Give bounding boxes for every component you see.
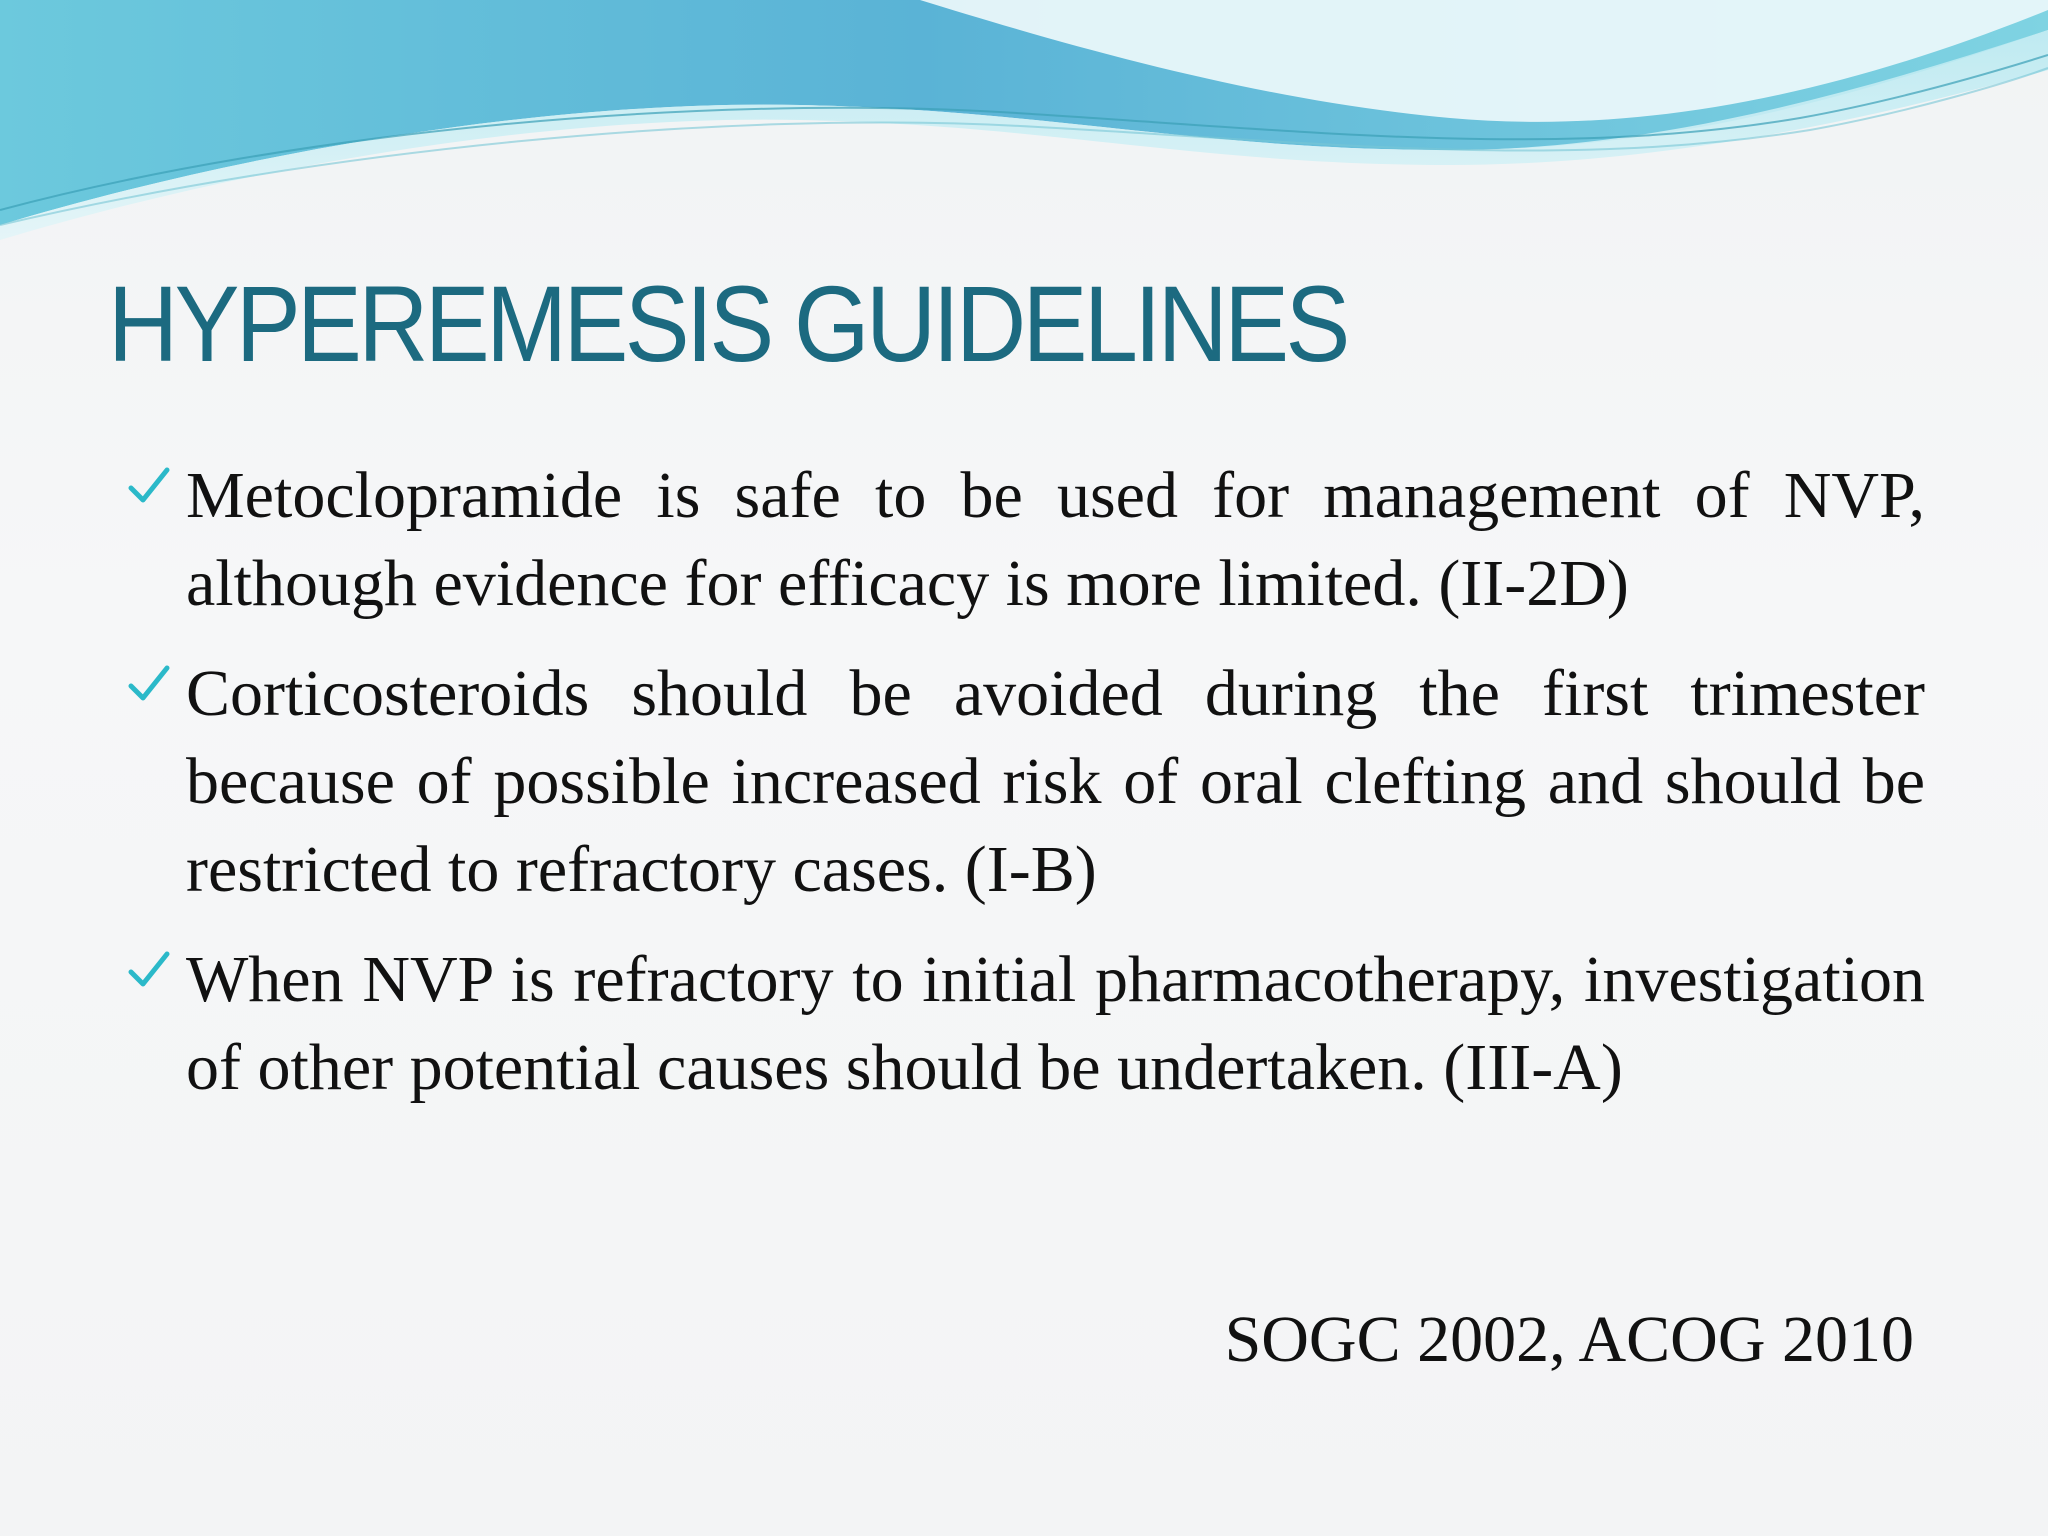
header-wave-decoration: [0, 0, 2048, 260]
check-icon: [126, 660, 172, 706]
guideline-list: [120, 452, 1925, 1134]
check-icon: [126, 946, 172, 992]
citation: SOGC 2002, ACOG 2010: [1224, 1303, 1914, 1376]
bullet-text: When NVP is refractory to initial pharmacotherapy, investigation of other potential causes should be undertaken. (III-A): [186, 943, 1925, 1104]
check-icon: [126, 462, 172, 508]
list-item: [120, 650, 1925, 914]
slide-title: HYPEREMESIS GUIDELINES: [108, 263, 1347, 384]
list-item: [120, 452, 1925, 628]
bullet-text: Metoclopramide is safe to be used for management of NVP, although evidence for efficacy is more limited. (II-2D): [186, 459, 1925, 620]
list-item: [120, 936, 1925, 1112]
bullet-text: Corticosteroids should be avoided during the first trimester because of possible increased risk of oral clefting and should be restricted to refractory cases. (I-B): [186, 657, 1925, 906]
